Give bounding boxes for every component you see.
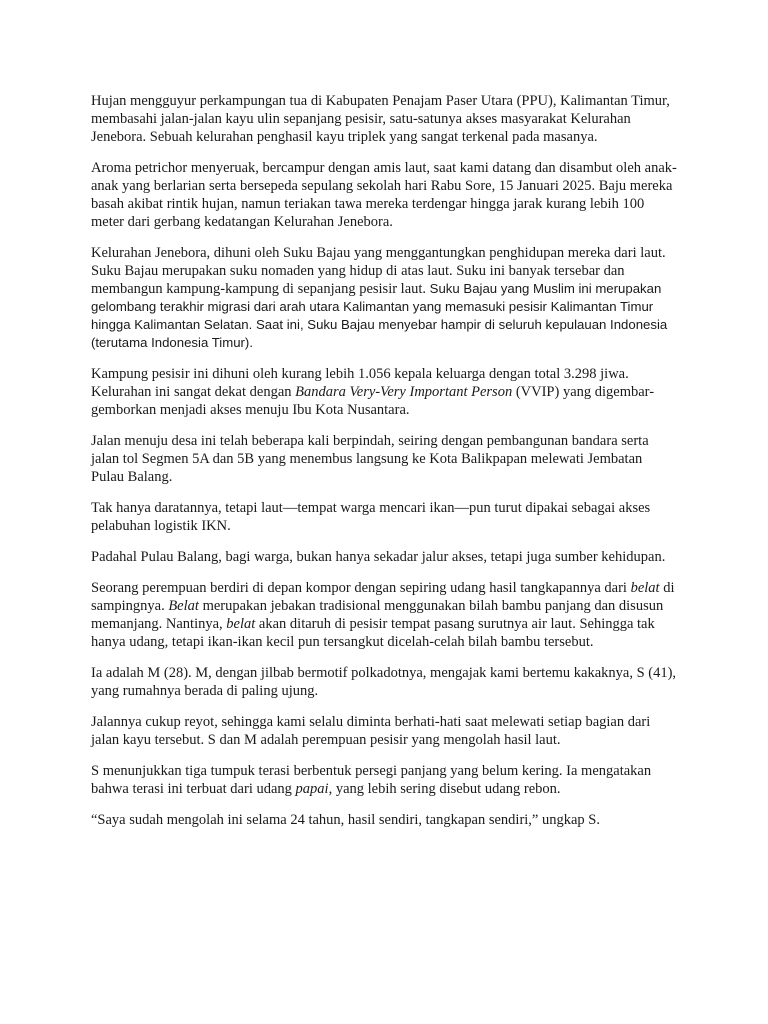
- paragraph-8: [91, 579, 677, 651]
- paragraph-7-text: Padahal Pulau Balang, bagi warga, bukan hanya sekadar jalur akses, tetapi juga sumber kehidupan.: [91, 549, 666, 565]
- paragraph-1: [91, 92, 677, 146]
- paragraph-8-italic-2: Belat: [168, 598, 199, 614]
- paragraph-12: [91, 811, 677, 829]
- paragraph-8-text-c: merupakan jebakan tradisional menggunakan bilah bambu panjang dan disusun memanjang. Nantinya,: [91, 598, 664, 632]
- paragraph-8-italic-3: belat: [226, 616, 256, 632]
- paragraph-11-italic: papai: [295, 781, 329, 797]
- paragraph-7: [91, 548, 677, 566]
- paragraph-4-text-b: (VVIP) yang digembar-gemborkan menjadi akses menuju Ibu Kota Nusantara.: [91, 384, 655, 418]
- paragraph-3-serif-text: Kelurahan Jenebora, dihuni oleh Suku Bajau yang menggantungkan penghidupan mereka dari laut. Suku Bajau merupakan suku nomaden yang hidup di atas laut. Suku ini banyak tersebar dan membangun kampung-kampung di sepanjang pesisir laut.: [91, 245, 666, 297]
- paragraph-3: [91, 244, 677, 352]
- paragraph-5-text: Jalan menuju desa ini telah beberapa kali berpindah, seiring dengan pembangunan bandara serta jalan tol Segmen 5A dan 5B yang menembus langsung ke Kota Balikpapan melewati Jembatan Pulau Balang.: [91, 433, 649, 485]
- paragraph-10: [91, 713, 677, 749]
- paragraph-2: [91, 159, 677, 231]
- paragraph-1-text: Hujan mengguyur perkampungan tua di Kabupaten Penajam Paser Utara (PPU), Kalimantan Timur, membasahi jalan-jalan kayu ulin sepanjang pesisir, satu-satunya akses masyarakat Kelurahan Jenebora. Sebuah kelurahan penghasil kayu triplek yang sangat terkenal pada masanya.: [91, 93, 670, 145]
- paragraph-9-text: Ia adalah M (28). M, dengan jilbab bermotif polkadotnya, mengajak kami bertemu kakaknya, S (41), yang rumahnya berada di paling ujung.: [91, 665, 677, 699]
- paragraph-11-text-a: S menunjukkan tiga tumpuk terasi berbentuk persegi panjang yang belum kering. Ia mengatakan bahwa terasi ini terbuat dari udang: [91, 763, 652, 797]
- paragraph-8-text-b: di sampingnya.: [91, 580, 675, 614]
- paragraph-2-text: Aroma petrichor menyeruak, bercampur dengan amis laut, saat kami datang dan disambut oleh anak-anak yang berlarian serta bersepeda sepulang sekolah hari Rabu Sore, 15 Januari 2025. Baju mereka basah akibat rintik hujan, namun teriakan tawa mereka terdengar hingga jarak kurang lebih 100 meter dari gerbang kedatangan Kelurahan Jenebora.: [91, 160, 677, 230]
- paragraph-10-text: Jalannya cukup reyot, sehingga kami selalu diminta berhati-hati saat melewati setiap bagian dari jalan kayu tersebut. S dan M adalah perempuan pesisir yang mengolah hasil laut.: [91, 714, 651, 748]
- paragraph-11-text-b: , yang lebih sering disebut udang rebon.: [328, 781, 561, 797]
- paragraph-4-text-a: Kampung pesisir ini dihuni oleh kurang lebih 1.056 kepala keluarga dengan total 3.298 jiwa. Kelurahan ini sangat dekat dengan: [91, 366, 629, 400]
- paragraph-11: [91, 762, 677, 798]
- paragraph-9: [91, 664, 677, 700]
- paragraph-4: [91, 365, 677, 419]
- paragraph-8-italic-1: belat: [630, 580, 660, 596]
- paragraph-12-text: “Saya sudah mengolah ini selama 24 tahun, hasil sendiri, tangkapan sendiri,” ungkap S.: [91, 812, 600, 828]
- paragraph-3-sans-text: Suku Bajau yang Muslim ini merupakan gelombang terakhir migrasi dari arah utara Kalimantan yang memasuki pesisir Kalimantan Timur hingga Kalimantan Selatan. Saat ini, Suku Bajau menyebar hampir di seluruh kepulauan Indonesia (terutama Indonesia Timur).: [91, 281, 668, 350]
- document-page: [91, 92, 677, 842]
- paragraph-5: [91, 432, 677, 486]
- paragraph-4-italic: Bandara Very-Very Important Person: [295, 384, 513, 400]
- paragraph-8-text-a: Seorang perempuan berdiri di depan kompor dengan sepiring udang hasil tangkapannya dari: [91, 580, 631, 596]
- paragraph-6-text: Tak hanya daratannya, tetapi laut—tempat warga mencari ikan—pun turut dipakai sebagai akses pelabuhan logistik IKN.: [91, 500, 651, 534]
- paragraph-8-text-d: akan ditaruh di pesisir tempat pasang surutnya air laut. Sehingga tak hanya udang, tetapi ikan-ikan kecil pun tersangkut dicelah-celah bilah bambu tersebut.: [91, 616, 655, 650]
- paragraph-6: [91, 499, 677, 535]
